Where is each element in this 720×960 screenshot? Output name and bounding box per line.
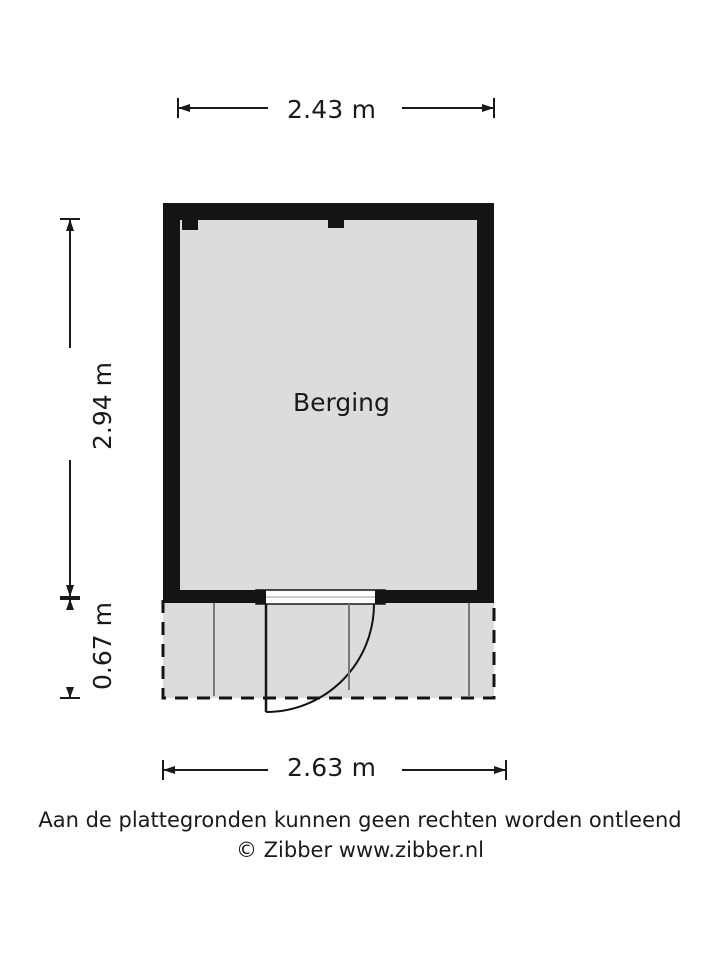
dimension-label-bottom: 2.63 m bbox=[287, 753, 377, 782]
footer-copyright: © Zibber www.zibber.nl bbox=[235, 838, 485, 862]
footer-disclaimer: Aan de plattegronden kunnen geen rechten worden ontleend bbox=[38, 808, 682, 832]
room-label-berging: Berging bbox=[293, 388, 390, 417]
outdoor-area bbox=[163, 600, 494, 698]
dimension-line-left-sub bbox=[60, 599, 80, 698]
door-opening bbox=[256, 590, 385, 604]
dimension-line-left-main bbox=[60, 219, 80, 597]
dimension-label-left-main: 2.94 m bbox=[88, 362, 117, 450]
dimension-label-left-sub: 0.67 m bbox=[88, 602, 117, 690]
dimension-label-top: 2.43 m bbox=[287, 95, 377, 124]
